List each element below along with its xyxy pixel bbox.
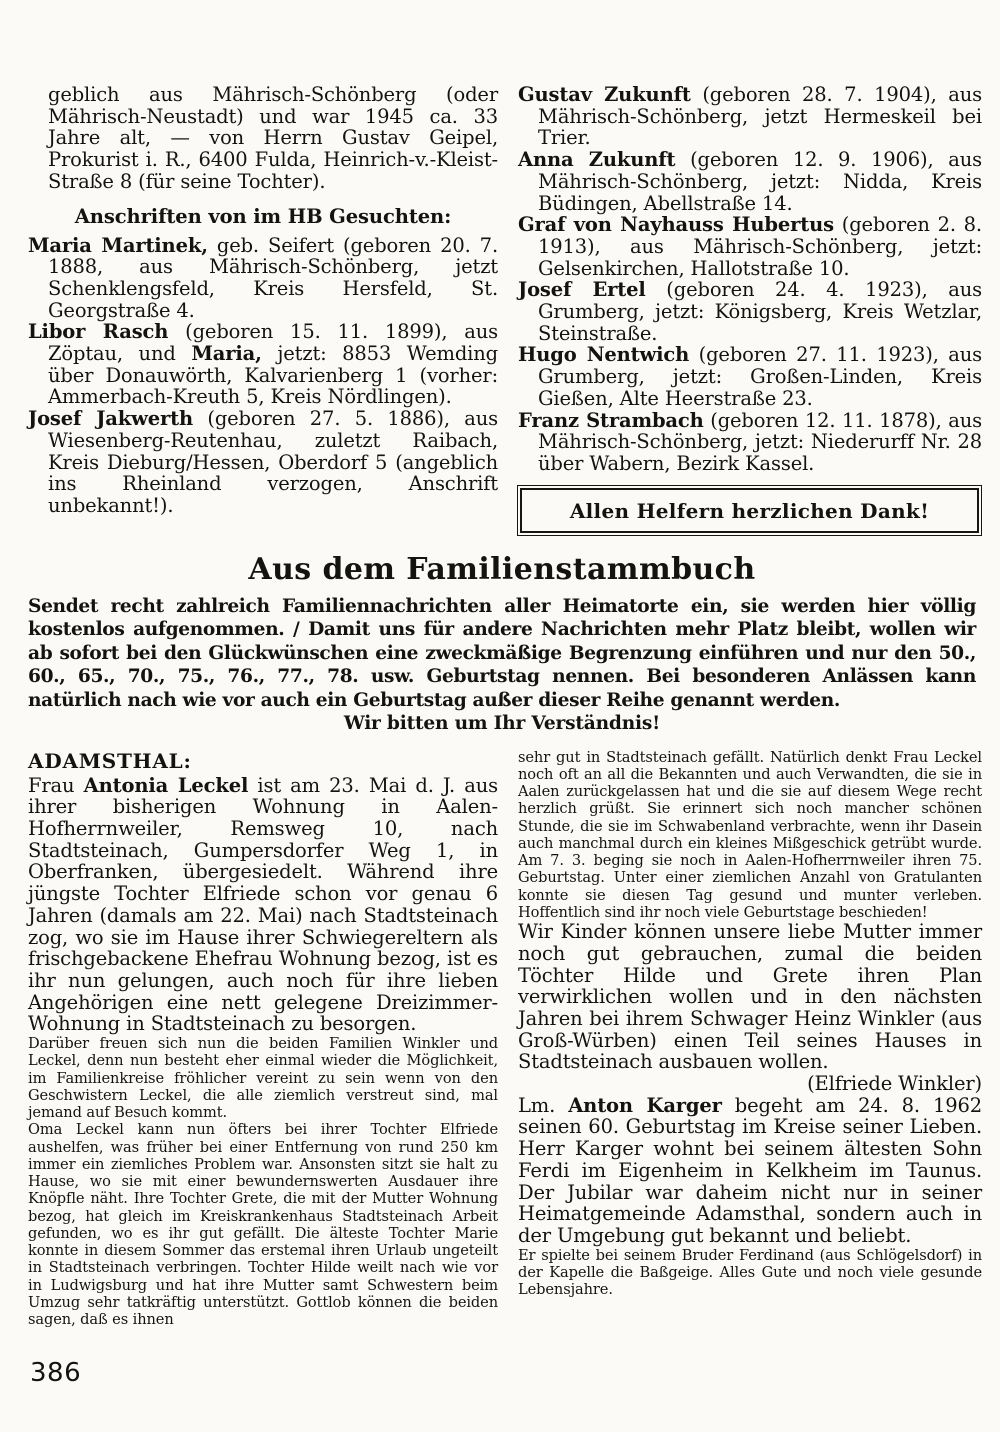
text-segment: Libor Rasch bbox=[28, 320, 169, 344]
person-entry-gustav-zukunft bbox=[518, 84, 982, 149]
text-segment: Josef Jakwerth bbox=[28, 407, 194, 431]
text-segment: ist am 23. Mai d. J. aus ihrer bisherigen Wohnung in Aalen-Hofherrnweiler, Remsweg 10, nach Stadtsteinach, Gumpersdorfer Weg 1, in Oberfranken, übergesiedelt. Während ihre jüngste Tochter Elfriede schon vor genau 6 Jahren (damals am 22. Mai) nach Stadtsteinach zog, wo sie im Hause ihrer Schwiegereltern als frischgebackene Ehefrau Wohnung bezog, ist es ihr nun gelungen, auch noch für ihre lieben Angehörigen eine nett gelegene Dreizimmer-Wohnung in Stadtsteinach zu besorgen. bbox=[28, 773, 498, 1036]
signature-elfriede-winkler: (Elfriede Winkler) bbox=[807, 1072, 982, 1096]
person-entry-strambach bbox=[518, 410, 982, 475]
wir-kinder-paragraph: Wir Kinder können unsere liebe Mutter immer noch gut gebrauchen, zumal die beiden Töchter Hilde und Grete ihren Plan verwirklichen wollen und in den nächsten Jahren bei ihrem Schwager Heinz Winkler (aus Groß-Würben) einen Teil seines Hauses in Stadtsteinach ausbauen wollen. bbox=[518, 920, 982, 1074]
text-segment: Antonia Leckel bbox=[83, 773, 249, 797]
oma-leckel-smalltext: Oma Leckel kann nun öfters bei ihrer Tochter Elfriede aushelfen, was früher bei einer Entfernung von rund 250 km immer ein ziemliches Problem war. Ansonsten sitzt sie halt zu Hause, wo sie mit einer bewundernswerten Ausdauer ihre Knöpfle näht. Ihre Tochter Grete, die mit der Mutter Wohnung bezog, hat gleich im Kreiskrankenhaus Stadtsteinach Arbeit gefunden, wo es ihr gut gefällt. Die älteste Tochter Marie konnte in diesem Sommer das erstemal ihren Urlaub ungeteilt in Stadtsteinach verbringen. Tochter Hilde weilt nach wie vor in Ludwigsburg und hat ihre Mutter samt Schwestern beim Umzug sehr tatkräftig unterstützt. Gottlob können die beiden sagen, daß es ihnen bbox=[28, 1121, 498, 1329]
text-segment: (geboren 27. 5. 1886), aus Wiesenberg-Reutenhau, zuletzt Raibach, Kreis Dieburg/Hessen, Oberdorf 5 (angeblich ins Rheinland verzogen, Anschrift unbekannt!). bbox=[48, 407, 498, 517]
page-number: 386 bbox=[30, 1358, 82, 1388]
text-segment: Anton Karger bbox=[568, 1093, 722, 1117]
text-segment: Frau bbox=[28, 773, 84, 797]
text-segment: (geboren 24. 4. 1923), aus Grumberg, jetzt: Königsberg, Kreis Wetzlar, Steinstraße. bbox=[538, 278, 982, 345]
stadtsteinach-smalltext: sehr gut in Stadtsteinach gefällt. Natürlich denkt Frau Leckel noch oft an all die Bekannten und auch Verwandten, die sie in Aalen zurückgelassen hat und die sie auf diesem Wege recht herzlich grüßt. Sie erinnert sich noch mancher schönen Stunde, die sie im Schwabenland verbrachte, wenn ihr Dasein auch manchmal durch ein kleines Mißgeschick getrübt wurde. Am 7. 3. beging sie noch in Aalen-Hofherrnweiler ihren 75. Geburtstag. Unter einer ziemlichen Anzahl von Gratulanten konnte sie diesen Tag gesund und munter verleben. Hoffentlich sind ihr noch viele Geburtstage beschieden! bbox=[518, 748, 982, 921]
text-segment: Josef Ertel bbox=[518, 278, 646, 302]
adamsthal-left-column bbox=[28, 749, 498, 1329]
person-entry-nentwich bbox=[518, 344, 982, 409]
adamsthal-section bbox=[28, 748, 982, 1329]
text-segment: Lm. bbox=[518, 1093, 569, 1117]
hb-gesuchten-heading: Anschriften von im HB Gesuchten: bbox=[74, 204, 452, 228]
person-entry-rasch bbox=[28, 321, 498, 408]
text-segment: (geboren 2. 8. 1913), aus Mährisch-Schönberg, jetzt: Gelsenkirchen, Hallotstraße 10. bbox=[538, 213, 982, 280]
adamsthal-heading: ADAMSTHAL: bbox=[28, 748, 192, 773]
continued-entry-paragraph: geblich aus Mährisch-Schönberg (oder Mährisch-Neustadt) und war 1945 ca. 33 Jahre alt, — von Herrn Gustav Geipel, Prokurist i. R., 6400 Fulda, Heinrich-v.-Kleist-Straße 8 (für seine Tochter). bbox=[48, 83, 498, 193]
top-section bbox=[28, 83, 983, 533]
winkler-leckel-smalltext: Darüber freuen sich nun die beiden Familien Winkler und Leckel, denn nun besteht eher einmal wieder die Möglichkeit, im Familienkreise fröhlicher vereint zu sein wenn von den Geschwistern Leckel, die alle ziemlich verstreut sind, mal jemand auf Besuch kommt. bbox=[28, 1035, 498, 1122]
text-segment: geb. Seifert (geboren 20. 7. 1888, aus Mährisch-Schönberg, jetzt Schenklengsfeld, Kreis Hersfeld, St. Georgstraße 4. bbox=[48, 233, 498, 322]
text-segment: Hugo Nentwich bbox=[518, 343, 690, 367]
text-segment: Maria Martinek, bbox=[28, 233, 208, 257]
karger-smalltext: Er spielte bei seinem Bruder Ferdinand (aus Schlögelsdorf) in der Kapelle die Baßgeige. Alles Gute und noch viele gesunde Lebensjahre. bbox=[518, 1246, 982, 1299]
person-entry-anna-zukunft bbox=[518, 149, 982, 214]
text-segment: Anna Zukunft bbox=[518, 148, 676, 172]
person-entry-martinek bbox=[28, 235, 498, 322]
thanks-box-text: Allen Helfern herzlichen Dank! bbox=[569, 498, 930, 523]
thanks-box bbox=[520, 488, 979, 533]
adamsthal-right-column bbox=[518, 749, 982, 1329]
text-segment: (geboren 15. 11. 1899), aus Zöptau, und bbox=[48, 320, 498, 366]
top-right-column bbox=[518, 84, 982, 533]
text-segment: begeht am 24. 8. 1962 seinen 60. Geburtstag im Kreise seiner Lieben. Herr Karger wohnt bei seinem ältesten Sohn Ferdi im Eigenheim in Kelkheim im Taunus. Der Jubilar war daheim nicht nur in seiner Heimatgemeinde Adamsthal, sondern auch in der Umgebung gut bekannt und beliebt. bbox=[518, 1093, 982, 1247]
text-segment: (geboren 12. 9. 1906), aus Mährisch-Schönberg, jetzt: Nidda, Kreis Büdingen, Abellstraße 14. bbox=[538, 148, 982, 215]
text-segment: jetzt: 8853 Wemding über Donauwörth, Kalvarienberg 1 (vorher: Ammerbach-Kreuth 5, Kreis Nördlingen). bbox=[48, 342, 498, 409]
leckel-move-paragraph bbox=[28, 775, 498, 1035]
karger-paragraph bbox=[518, 1095, 982, 1247]
top-left-column bbox=[28, 84, 498, 533]
family-intro-lastline: Wir bitten um Ihr Verständnis! bbox=[343, 713, 661, 735]
text-segment: (geboren 27. 11. 1923), aus Grumberg, jetzt: Großen-Linden, Kreis Gießen, Alte Heerstraße 23. bbox=[538, 343, 982, 410]
text-segment: Maria, bbox=[191, 342, 262, 366]
family-intro-paragraph: Sendet recht zahlreich Familiennachrichten aller Heimatorte ein, sie werden hier völlig kostenlos aufgenommen. / Damit uns für andere Nachrichten mehr Platz bleibt, wollen wir ab sofort bei den Glückwünschen eine zweckmäßige Begrenzung einführen und nur den 50., 60., 65., 70., 75., 76., 77., 78. usw. Geburtstag nennen. Bei besonderen Anlässen kann natürlich nach wie vor auch ein Geburtstag außer dieser Reihe genannt werden. bbox=[28, 595, 976, 711]
person-entry-nayhauss bbox=[518, 214, 982, 279]
person-entry-ertel bbox=[518, 279, 982, 344]
family-section-title: Aus dem Familienstammbuch bbox=[248, 551, 756, 587]
person-entry-jakwerth bbox=[28, 408, 498, 517]
text-segment: Franz Strambach bbox=[518, 408, 704, 432]
text-segment: (geboren 28. 7. 1904), aus Mährisch-Schönberg, jetzt Hermeskeil bei Trier. bbox=[538, 83, 982, 150]
text-segment: (geboren 12. 11. 1878), aus Mährisch-Schönberg, jetzt: Niederurff Nr. 28 über Wabern, Bezirk Kassel. bbox=[538, 408, 983, 475]
text-segment: Graf von Nayhauss Hubertus bbox=[518, 213, 834, 237]
text-segment: Gustav Zukunft bbox=[518, 83, 691, 106]
